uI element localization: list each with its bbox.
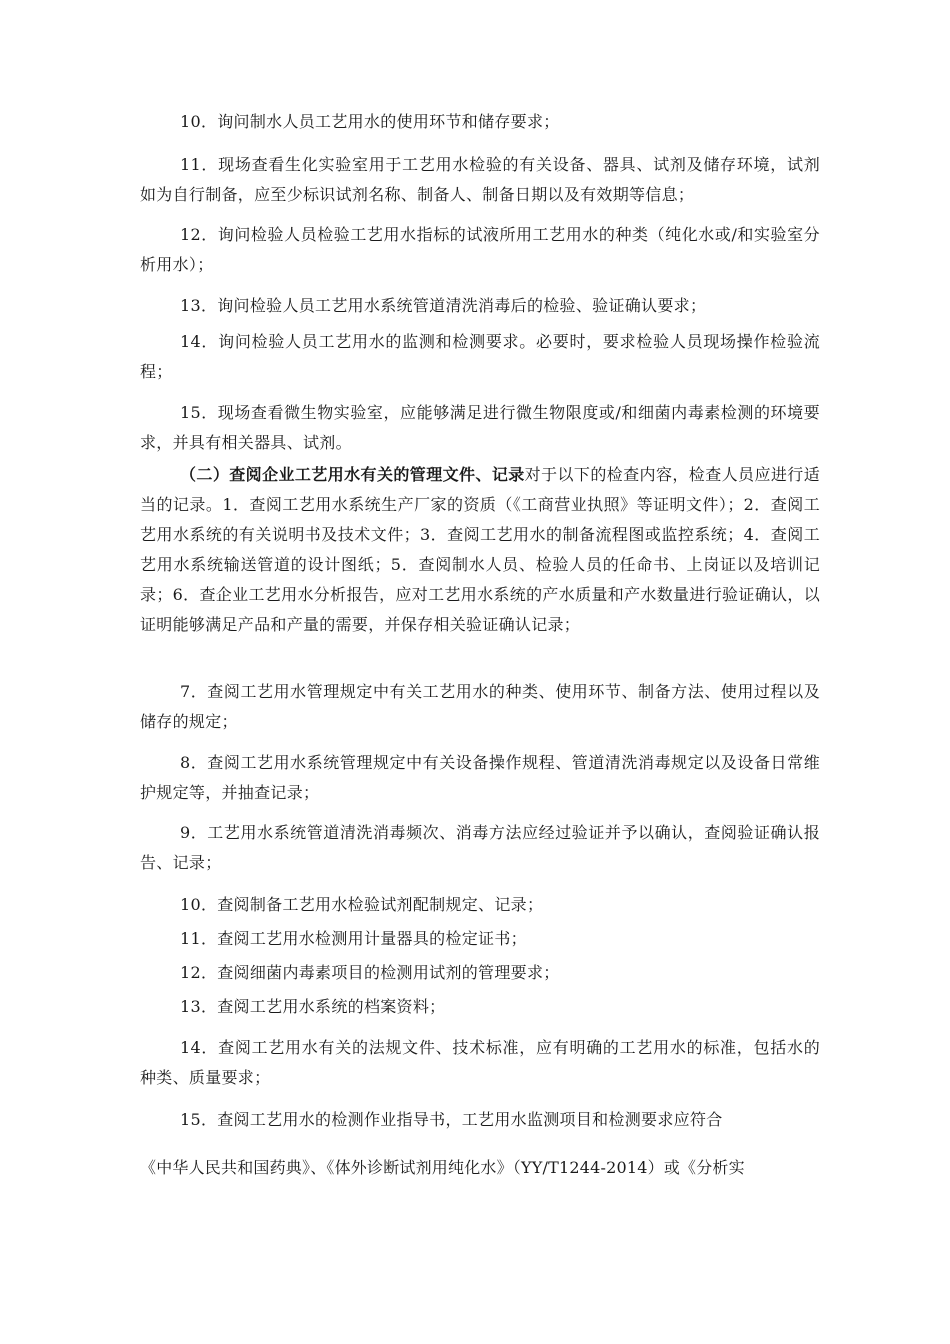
record-item-15: 15．查阅工艺用水的检测作业指导书，工艺用水监测项目和检测要求应符合	[180, 1110, 723, 1129]
section-two-body: 对于以下的检查内容，检查人员应进行适当的记录。1．查阅工艺用水系统生产厂家的资质（《工商营业执照》等证明文件）；2．查阅工艺用水系统的有关说明书及技术文件；3．查阅工艺用水的制备流程图或监控系统；4．查阅工艺用水系统输送管道的设计图纸；5．查阅制水人员、检验人员的任命书、上岗证以及培训记录；6．查企业工艺用水分析报告，应对工艺用水系统的产水质量和产水数量进行验证确认，以证明能够满足产品和产量的需要，并保存相关验证确认记录；	[140, 465, 820, 634]
record-item-7: 7．查阅工艺用水管理规定中有关工艺用水的种类、使用环节、制备方法、使用过程以及储存的规定；	[140, 682, 820, 731]
continuation-line: 《中华人民共和国药典》、《体外诊断试剂用纯化水》（YY/T1244-2014）或《分析实	[140, 1158, 745, 1177]
paragraph-item-14: 14．询问检验人员工艺用水的监测和检测要求。必要时，要求检验人员现场操作检验流程；	[140, 332, 820, 381]
record-item-13: 13．查阅工艺用水系统的档案资料；	[180, 997, 446, 1016]
record-item-12: 12．查阅细菌内毒素项目的检测用试剂的管理要求；	[180, 963, 560, 982]
paragraph-item-15: 15．现场查看微生物实验室，应能够满足进行微生物限度或/和细菌内毒素检测的环境要求，并具有相关器具、试剂。	[140, 403, 820, 452]
paragraph-item-12: 12．询问检验人员检验工艺用水指标的试液所用工艺用水的种类（纯化水或/和实验室分析用水）；	[140, 225, 820, 274]
section-two-paragraph	[140, 460, 820, 640]
paragraph-item-11: 11．现场查看生化实验室用于工艺用水检验的有关设备、器具、试剂及储存环境，试剂如为自行制备，应至少标识试剂名称、制备人、制备日期以及有效期等信息；	[140, 155, 820, 204]
record-item-9: 9．工艺用水系统管道清洗消毒频次、消毒方法应经过验证并予以确认，查阅验证确认报告、记录；	[140, 823, 820, 872]
record-item-8: 8．查阅工艺用水系统管理规定中有关设备操作规程、管道清洗消毒规定以及设备日常维护规定等，并抽查记录；	[140, 753, 820, 802]
record-item-14: 14．查阅工艺用水有关的法规文件、技术标准，应有明确的工艺用水的标准，包括水的种类、质量要求；	[140, 1038, 820, 1087]
record-item-10: 10．查阅制备工艺用水检验试剂配制规定、记录；	[180, 895, 544, 914]
record-item-11: 11．查阅工艺用水检测用计量器具的检定证书；	[180, 929, 527, 948]
paragraph-item-13: 13．询问检验人员工艺用水系统管道清洗消毒后的检验、验证确认要求；	[180, 296, 707, 315]
paragraph-item-10: 10．询问制水人员工艺用水的使用环节和储存要求；	[180, 112, 560, 131]
section-two-heading: （二）查阅企业工艺用水有关的管理文件、记录	[180, 465, 525, 484]
